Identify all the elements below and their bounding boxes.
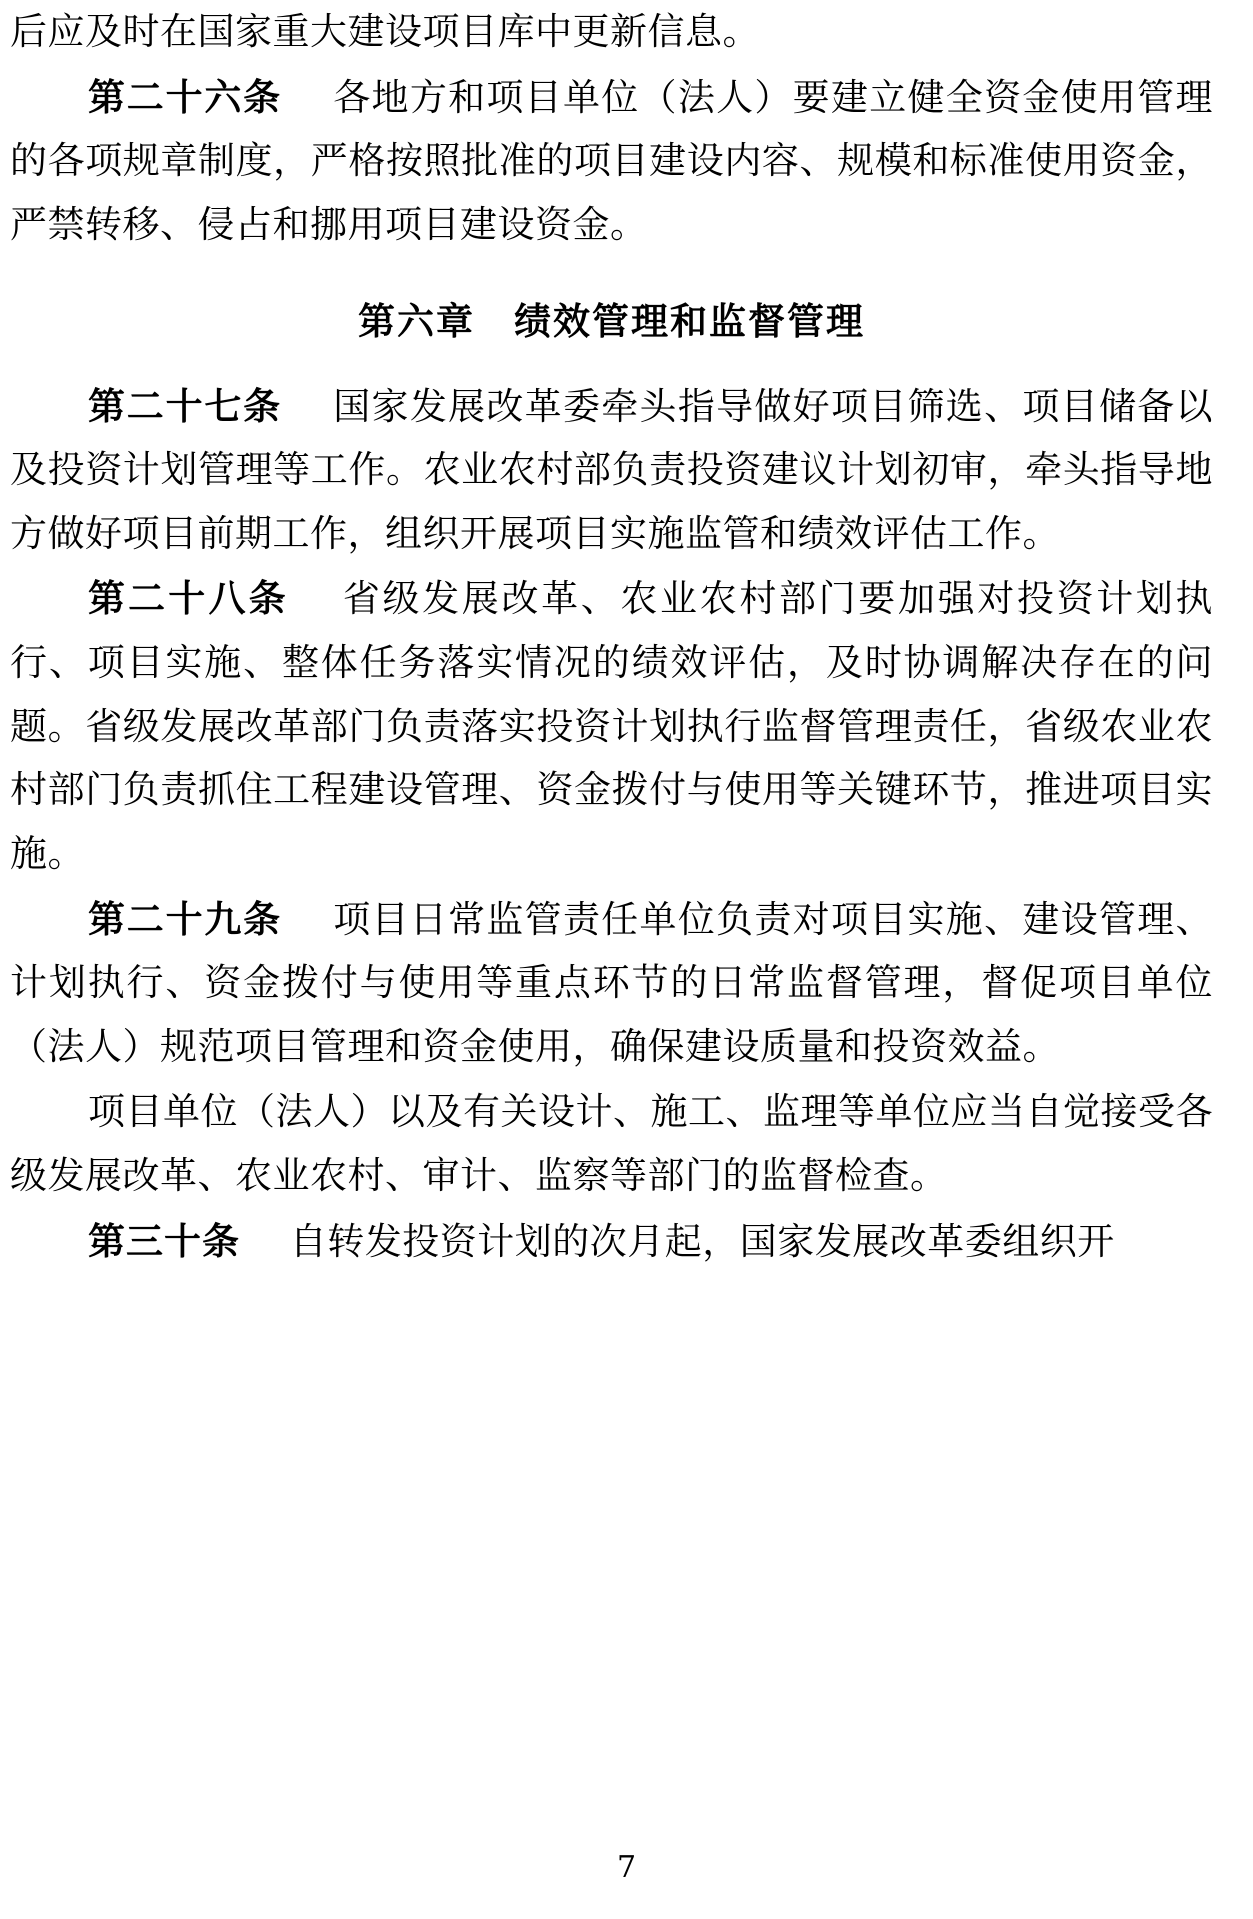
paragraph-article-30 [10,1210,1213,1274]
article-label-28: 第二十八条 [88,576,289,621]
paragraph-article-26 [10,66,1213,257]
paragraph-article-27 [10,375,1213,566]
chapter-heading: 第六章 绩效管理和监督管理 [358,299,865,343]
page-number: 7 [616,1850,637,1885]
paragraph-plain-project-unit [10,1080,1213,1207]
article-label-29: 第二十九条 [88,896,282,941]
paragraph-text: 自转发投资计划的次月起，国家发展改革委组织开 [289,1219,1115,1263]
article-label-30: 第三十条 [88,1218,240,1263]
paragraph-continued-article-25 [10,0,1213,64]
paragraph-text: 后应及时在国家重大建设项目库中更新信息。 [10,10,760,53]
article-label-27: 第二十七条 [88,383,282,428]
paragraph-text: 项目单位（法人）以及有关设计、施工、监理等单位应当自觉接受各级发展改革、农业农村、审计、监察等部门的监督检查。 [10,1090,1213,1197]
paragraph-article-28 [10,567,1213,885]
paragraph-text: 各地方和项目单位（法人）要建立健全资金使用管理的各项规章制度，严格按照批准的项目建设内容、规模和标准使用资金，严禁转移、侵占和挪用项目建设资金。 [10,75,1214,246]
paragraph-text: 省级发展改革、农业农村部门要加强对投资计划执行、项目实施、整体任务落实情况的绩效评估，及时协调解决存在的问题。省级发展改革部门负责落实投资计划执行监督管理责任，省级农业农村部门负责抓住工程建设管理、资金拨付与使用等关键环节，推进项目实施。 [10,577,1214,875]
paragraph-article-29 [10,888,1213,1079]
article-label-26: 第二十六条 [88,74,282,119]
paragraph-text: 项目日常监管责任单位负责对项目实施、建设管理、计划执行、资金拨付与使用等重点环节的日常监督管理，督促项目单位（法人）规范项目管理和资金使用，确保建设质量和投资效益。 [10,897,1214,1068]
paragraph-text: 国家发展改革委牵头指导做好项目筛选、项目储备以及投资计划管理等工作。农业农村部负责投资建议计划初审，牵头指导地方做好项目前期工作，组织开展项目实施监管和绩效评估工作。 [10,384,1214,555]
